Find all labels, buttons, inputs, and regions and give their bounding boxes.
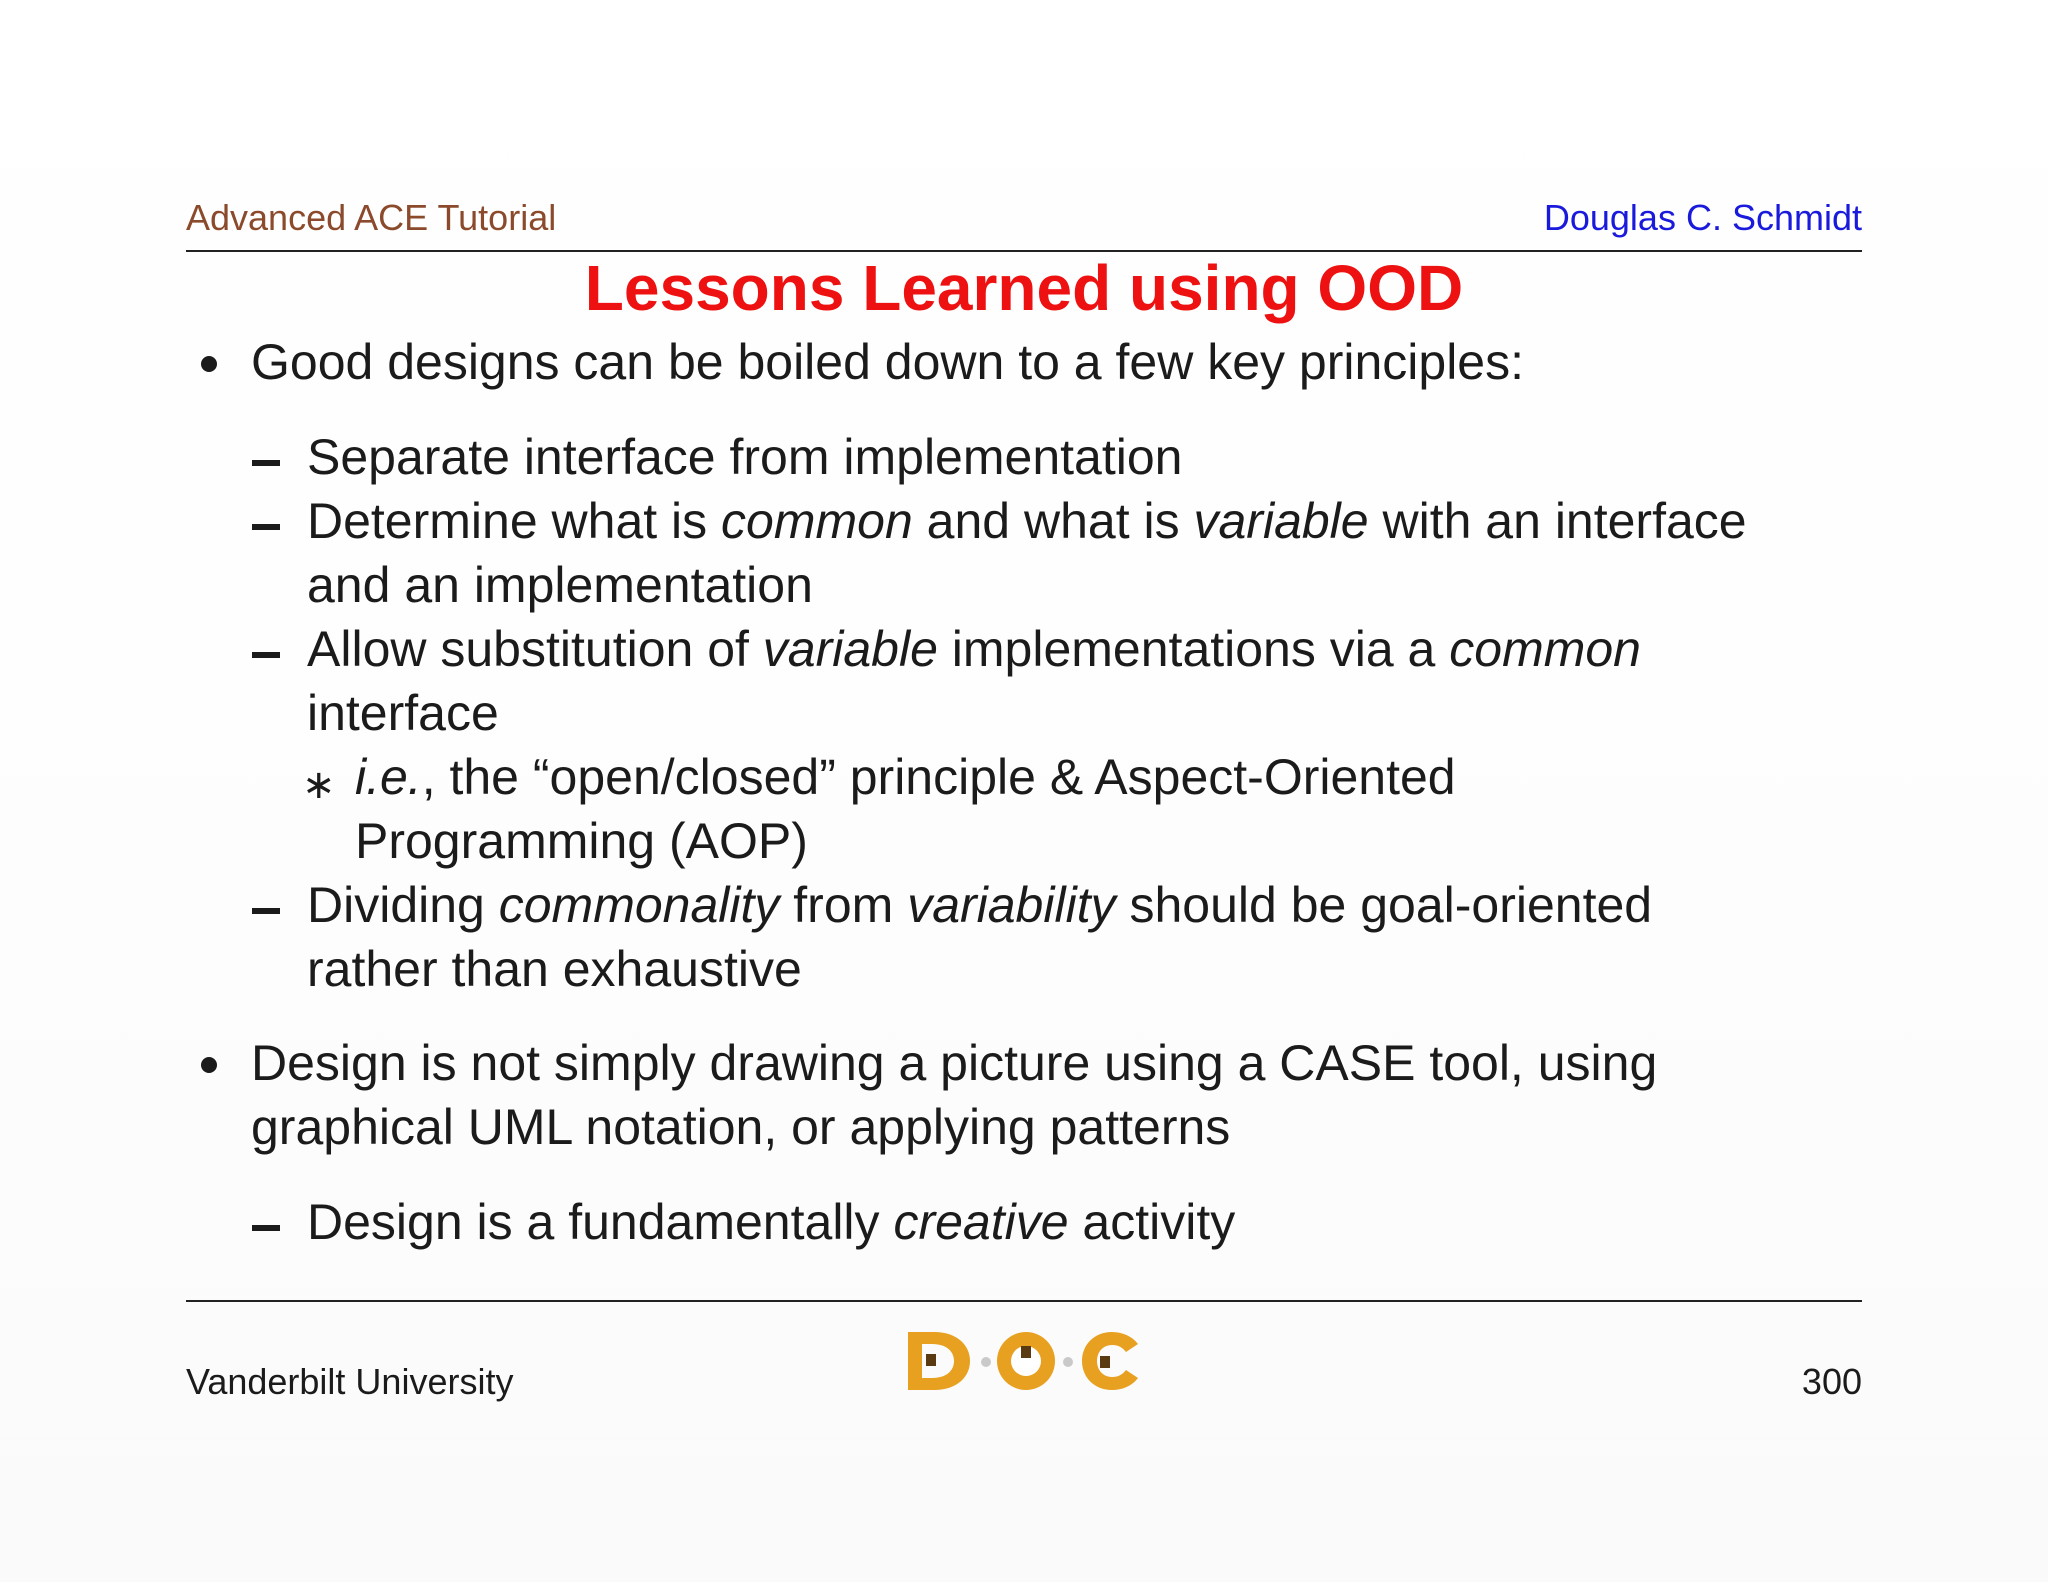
bullet-text-2-line2: graphical UML notation, or applying patterns	[251, 1099, 1231, 1155]
emphasis-common: common	[1449, 621, 1641, 677]
text-run: implementations via a	[937, 621, 1450, 677]
bullet-dot	[201, 1057, 217, 1073]
dash-text-1: Separate interface from implementation	[307, 429, 1183, 485]
dash-text-5	[307, 1192, 1235, 1252]
dash-text-4-line1	[307, 875, 1652, 935]
footer-rule	[186, 1300, 1862, 1302]
text-run: with an interface	[1368, 493, 1747, 549]
emphasis-common: common	[721, 493, 913, 549]
text-run: , the “open/closed” principle & Aspect-Oriented	[421, 749, 1456, 805]
footer-institution: Vanderbilt University	[186, 1361, 514, 1402]
text-run: Dividing	[307, 877, 499, 933]
slide-title: Lessons Learned using OOD	[584, 252, 1464, 324]
bullet-text-1: Good designs can be boiled down to a few key principles:	[251, 334, 1524, 390]
header-author: Douglas C. Schmidt	[1543, 197, 1862, 238]
dash-text-3-line2: interface	[307, 685, 499, 741]
emphasis-variability: variability	[907, 877, 1116, 933]
emphasis-ie: i.e.	[355, 749, 422, 805]
dash-text-2-line1	[307, 491, 1747, 551]
text-run: Design is a fundamentally	[307, 1194, 894, 1250]
logo-text	[900, 1324, 1150, 1398]
dash-text-4-line2: rather than exhaustive	[307, 941, 802, 997]
dash-marker	[252, 652, 280, 658]
emphasis-creative: creative	[893, 1194, 1069, 1250]
emphasis-variable: variable	[1193, 493, 1369, 549]
dash-text-3-line1	[307, 619, 1641, 679]
star-text-line1	[355, 747, 1456, 807]
bullet-dot	[201, 356, 217, 372]
emphasis-variable: variable	[762, 621, 938, 677]
dash-marker	[252, 908, 280, 914]
text-run: and what is	[912, 493, 1194, 549]
text-run: activity	[1068, 1194, 1236, 1250]
bullet-text-2-line1: Design is not simply drawing a picture using a CASE tool, using	[251, 1035, 1658, 1091]
header-course-title: Advanced ACE Tutorial	[186, 197, 557, 238]
doc-group-logo	[900, 1324, 1150, 1398]
dash-marker	[252, 524, 280, 530]
dash-text-2-line2: and an implementation	[307, 557, 813, 613]
dash-marker	[252, 460, 280, 466]
page-number: 300	[1801, 1361, 1862, 1402]
text-run: Determine what is	[307, 493, 722, 549]
star-marker: ∗	[302, 763, 336, 807]
dash-marker	[252, 1225, 280, 1231]
text-run: should be goal-oriented	[1115, 877, 1653, 933]
text-run: Allow substitution of	[307, 621, 763, 677]
emphasis-commonality: commonality	[498, 877, 780, 933]
text-run: from	[779, 877, 908, 933]
star-text-line2: Programming (AOP)	[355, 813, 808, 869]
